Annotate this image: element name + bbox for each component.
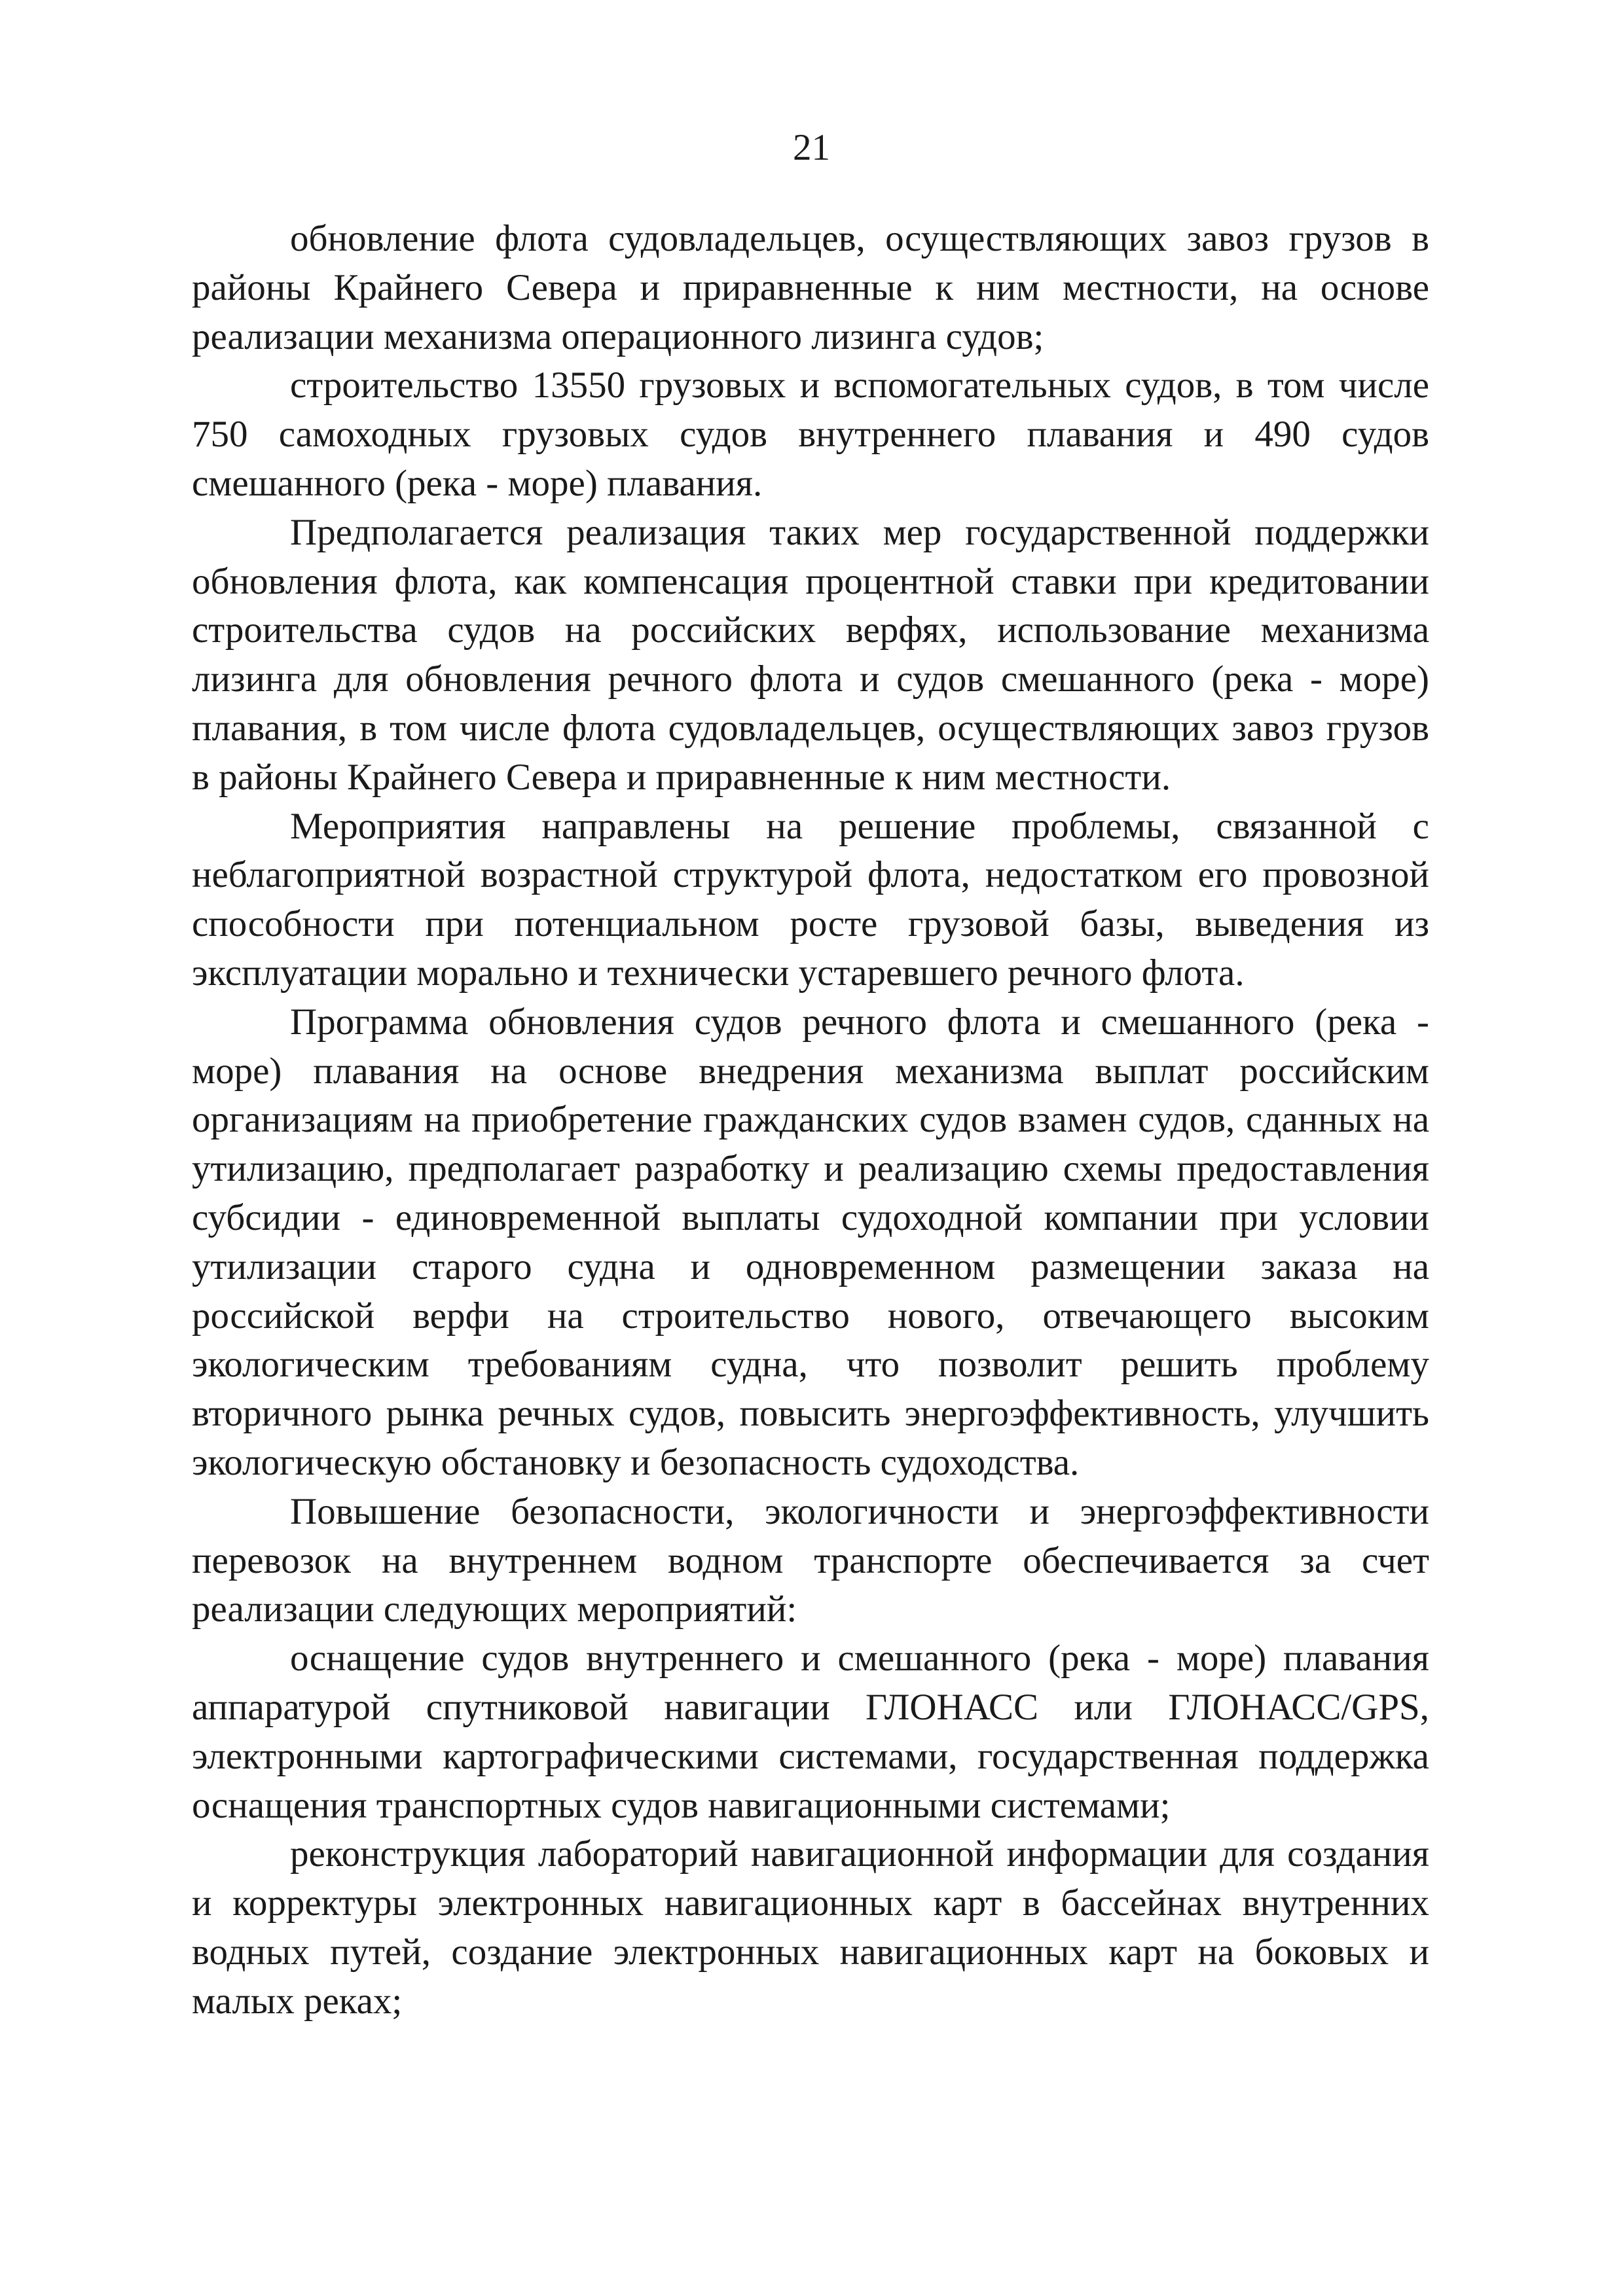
- paragraph-navigation-labs: реконструкция лабораторий навигационной информации для создания и корректуры электронных навигационных карт в бассейнах внутренних водных путей, создание электронных навигационных карт на боковых и малых реках;: [192, 1833, 1429, 2022]
- body-text: [192, 215, 1429, 2026]
- paragraph-glonass-equipment: оснащение судов внутреннего и смешанного (река - море) плавания аппаратурой спутниковой навигации ГЛОНАСС или ГЛОНАСС/GPS, электронными картографическими системами, государственная поддержка оснащения транспортных судов навигационными системами;: [192, 1638, 1429, 1826]
- page-number: 21: [793, 127, 830, 168]
- paragraph-state-support-measures: Предполагается реализация таких мер государственной поддержки обновления флота, как компенсация процентной ставки при кредитовании строительства судов на российских верфях, использование механизма лизинга для обновления речного флота и судов смешанного (река - море) плавания, в том числе флота судовладельцев, осуществляющих завоз грузов в районы Крайнего Севера и приравненные к ним местности.: [192, 511, 1429, 798]
- paragraph-safety-efficiency: Повышение безопасности, экологичности и энергоэффективности перевозок на внутреннем водном транспорте обеспечивается за счет реализации следующих мероприятий:: [192, 1490, 1429, 1630]
- paragraph-vessel-construction: строительство 13550 грузовых и вспомогательных судов, в том числе 750 самоходных грузовых судов внутреннего плавания и 490 судов смешанного (река - море) плавания.: [192, 365, 1429, 504]
- paragraph-fleet-age-problem: Мероприятия направлены на решение проблемы, связанной с неблагоприятной возрастной структурой флота, недостатком его провозной способности при потенциальном росте грузовой базы, выведения из эксплуатации морально и технически устаревшего речного флота.: [192, 805, 1429, 994]
- paragraph-fleet-renewal-leasing: обновление флота судовладельцев, осуществляющих завоз грузов в районы Крайнего Севера и приравненные к ним местности, на основе реализации механизма операционного лизинга судов;: [192, 218, 1429, 357]
- paragraph-fleet-renewal-program: Программа обновления судов речного флота и смешанного (река - море) плавания на основе внедрения механизма выплат российским организациям на приобретение гражданских судов взамен судов, сданных на утилизацию, предполагает разработку и реализацию схемы предоставления субсидии - единовременной выплаты судоходной компании при условии утилизации старого судна и одновременном размещении заказа на российской верфи на строительство нового, отвечающего высоким экологическим требованиям судна, что позволит решить проблему вторичного рынка речных судов, повысить энергоэффективность, улучшить экологическую обстановку и безопасность судоходства.: [192, 1001, 1429, 1483]
